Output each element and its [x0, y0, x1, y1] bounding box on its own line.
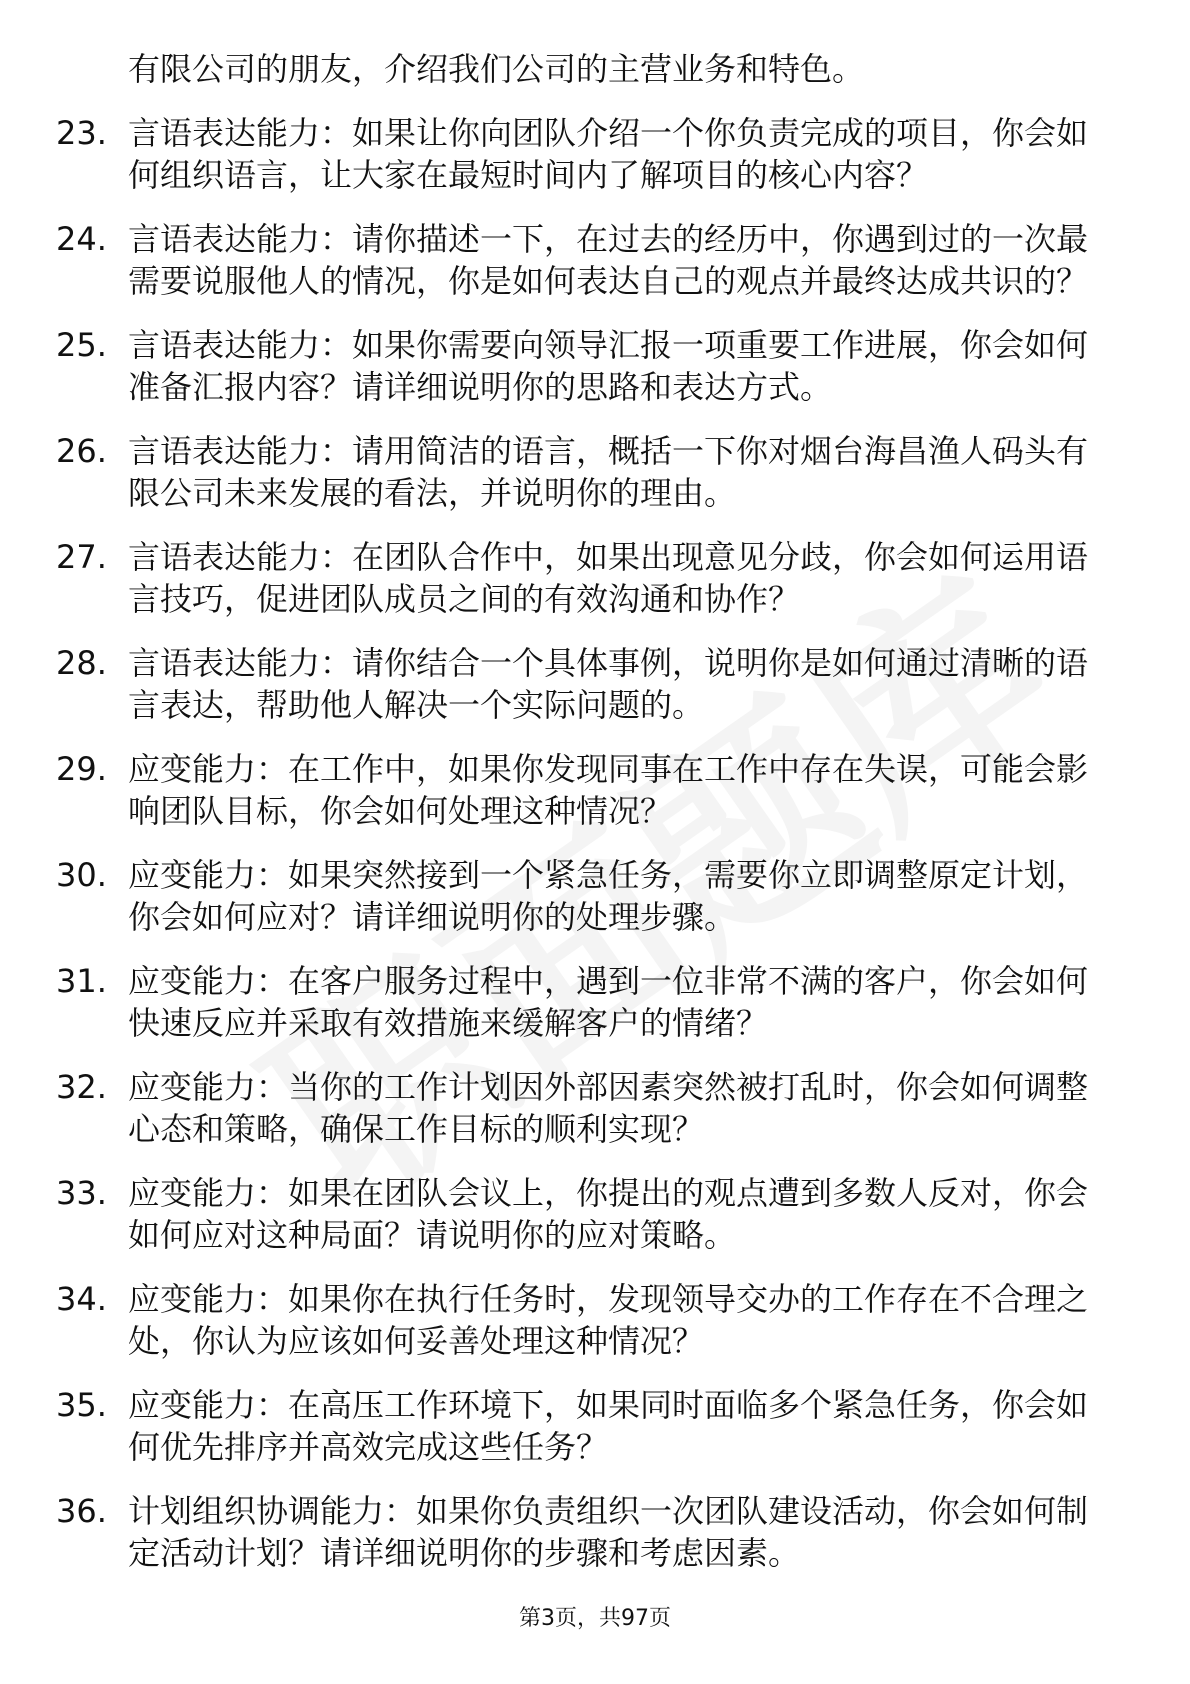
question-text: 应变能力：在客户服务过程中，遇到一位非常不满的客户，你会如何快速反应并采取有效措施来缓解客户的情绪？ — [128, 962, 1089, 1042]
question-text: 应变能力：如果你在执行任务时，发现领导交办的工作存在不合理之处，你认为应该如何妥善处理这种情况？ — [128, 1280, 1089, 1360]
question-text: 言语表达能力：请你结合一个具体事例，说明你是如何通过清晰的语言表达，帮助他人解决一个实际问题的。 — [128, 644, 1089, 724]
question-item — [56, 854, 1116, 938]
question-item — [56, 1490, 1116, 1574]
question-text: 计划组织协调能力：如果你负责组织一次团队建设活动，你会如何制定活动计划？请详细说明你的步骤和考虑因素。 — [128, 1492, 1089, 1572]
question-text: 应变能力：如果突然接到一个紧急任务，需要你立即调整原定计划，你会如何应对？请详细说明你的处理步骤。 — [128, 856, 1089, 936]
question-number: 27. — [56, 538, 107, 576]
question-text: 应变能力：在工作中，如果你发现同事在工作中存在失误，可能会影响团队目标，你会如何处理这种情况？ — [128, 750, 1089, 830]
question-number: 36. — [56, 1492, 107, 1530]
question-number: 29. — [56, 750, 107, 788]
question-number: 34. — [56, 1280, 107, 1318]
question-text: 言语表达能力：如果让你向团队介绍一个你负责完成的项目，你会如何组织语言，让大家在最短时间内了解项目的核心内容？ — [128, 114, 1089, 194]
question-text: 言语表达能力：请你描述一下，在过去的经历中，你遇到过的一次最需要说服他人的情况，你是如何表达自己的观点并最终达成共识的？ — [128, 220, 1089, 300]
question-item — [56, 430, 1116, 514]
question-item — [56, 1384, 1116, 1468]
question-text: 应变能力：在高压工作环境下，如果同时面临多个紧急任务，你会如何优先排序并高效完成这些任务？ — [128, 1386, 1089, 1466]
question-item — [56, 642, 1116, 726]
question-number: 23. — [56, 114, 107, 152]
question-number: 26. — [56, 432, 107, 470]
question-item — [56, 324, 1116, 408]
question-number: 35. — [56, 1386, 107, 1424]
question-text: 应变能力：当你的工作计划因外部因素突然被打乱时，你会如何调整心态和策略，确保工作目标的顺利实现？ — [128, 1068, 1089, 1148]
question-item — [56, 748, 1116, 832]
question-text: 言语表达能力：请用简洁的语言，概括一下你对烟台海昌渔人码头有限公司未来发展的看法，并说明你的理由。 — [128, 432, 1089, 512]
question-item — [56, 1278, 1116, 1362]
question-text: 应变能力：如果在团队会议上，你提出的观点遭到多数人反对，你会如何应对这种局面？请说明你的应对策略。 — [128, 1174, 1089, 1254]
page-footer: 第3页，共97页 — [519, 1606, 671, 1631]
question-text: 言语表达能力：如果你需要向领导汇报一项重要工作进展，你会如何准备汇报内容？请详细说明你的思路和表达方式。 — [128, 326, 1089, 406]
question-item — [56, 218, 1116, 302]
question-number: 30. — [56, 856, 107, 894]
question-list — [56, 48, 1116, 1596]
question-number: 32. — [56, 1068, 107, 1106]
question-item — [56, 1172, 1116, 1256]
question-number: 24. — [56, 220, 107, 258]
continuation-text: 有限公司的朋友，介绍我们公司的主营业务和特色。 — [128, 50, 865, 88]
question-number: 28. — [56, 644, 107, 682]
question-text: 言语表达能力：在团队合作中，如果出现意见分歧，你会如何运用语言技巧，促进团队成员之间的有效沟通和协作？ — [128, 538, 1089, 618]
question-item — [56, 960, 1116, 1044]
question-item — [56, 1066, 1116, 1150]
question-number: 25. — [56, 326, 107, 364]
question-number: 31. — [56, 962, 107, 1000]
question-number: 33. — [56, 1174, 107, 1212]
question-item — [56, 536, 1116, 620]
question-item — [56, 112, 1116, 196]
